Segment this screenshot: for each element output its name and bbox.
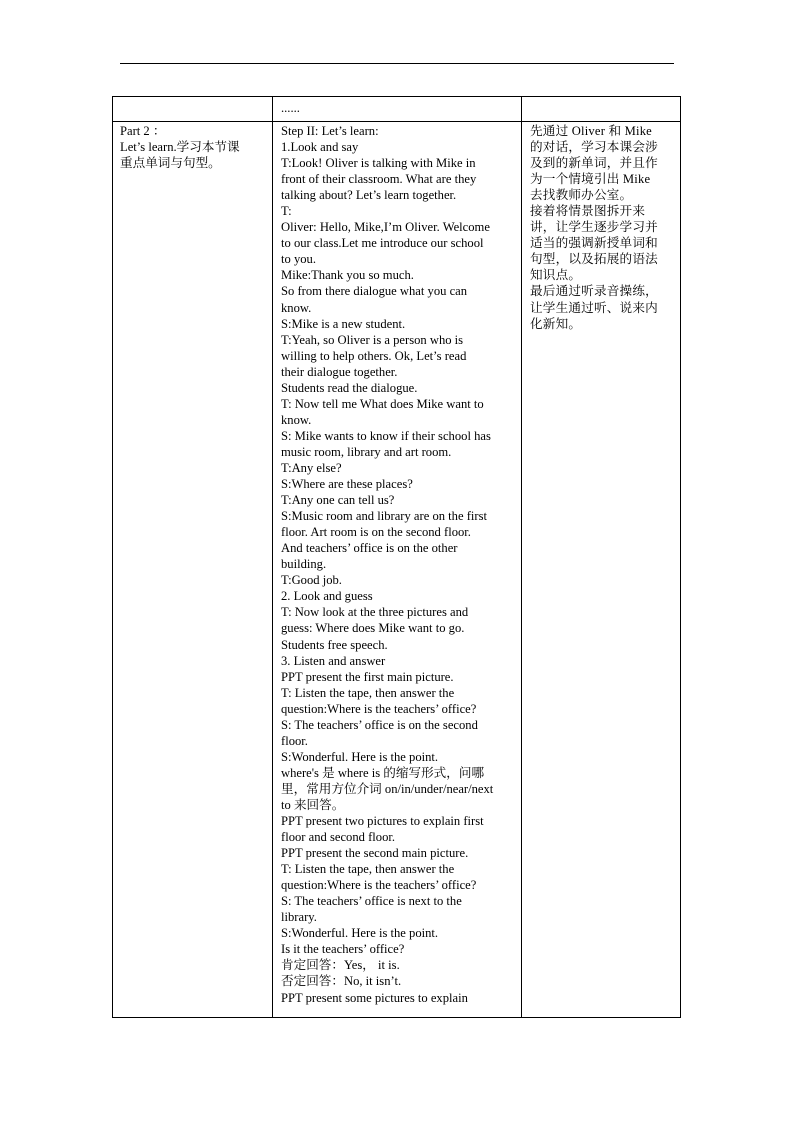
text-line: 先通过 Oliver 和 Mike (530, 124, 652, 138)
text-line: Mike:Thank you so much. (281, 268, 414, 283)
text-line: front of their classroom. What are they (281, 172, 477, 187)
text-line: T: Now tell me What does Mike want to (281, 396, 484, 411)
text-line: 讲，让学生逐步学习并 (530, 220, 658, 235)
intent-cell (522, 121, 680, 1017)
text-line: 最后通过听录音操练， (530, 284, 658, 299)
text-line: know. (281, 300, 312, 315)
text-line: T:Yeah, so Oliver is a person who is (281, 332, 464, 347)
stage-cell (113, 121, 273, 1017)
text-line: T:Any else? (281, 460, 342, 475)
text-line: 3. Listen and answer (281, 653, 386, 668)
text-line: 知识点。 (530, 268, 582, 283)
text-line: PPT present the second main picture. (281, 846, 469, 861)
text-line: 去找教师办公室。 (530, 188, 633, 203)
text-line: talking about? Let’s learn together. (281, 188, 457, 203)
header-rule (120, 63, 674, 64)
text-line: to 来回答。 (281, 797, 345, 812)
text-line: Step II: Let’s learn: (281, 124, 379, 138)
process-cell (273, 121, 522, 1017)
text-line: to our class.Let me introduce our school (281, 236, 484, 251)
text-line: 肯定回答：Yes， it is. (281, 958, 400, 973)
text-line: floor. Art room is on the second floor. (281, 525, 471, 540)
text-line: T:Good job. (281, 573, 342, 588)
text-line: PPT present the first main picture. (281, 669, 454, 684)
text-line: Part 2 ： (120, 124, 166, 138)
text-line: T: Now look at the three pictures and (281, 605, 469, 620)
text-line: T:Look! Oliver is talking with Mike in (281, 156, 476, 171)
text-line: music room, library and art room. (281, 444, 452, 459)
text-line: And teachers’ office is on the other (281, 541, 458, 556)
text-line: T:Any one can tell us? (281, 493, 395, 508)
text-line: 化新知。 (530, 316, 582, 331)
text-line: 接着将情景图拆开来 (530, 204, 646, 219)
text-line: S:Wonderful. Here is the point. (281, 749, 439, 764)
text-line: Oliver: Hello, Mike,I’m Oliver. Welcome (281, 220, 490, 235)
intent-cell-empty (522, 97, 680, 121)
text-line: Students free speech. (281, 637, 388, 652)
text-line: S:Mike is a new student. (281, 316, 406, 331)
text-line: S: Mike wants to know if their school has (281, 428, 491, 443)
text-line: 的对话，学习本课会涉 (530, 140, 658, 155)
text-line: S:Wonderful. Here is the point. (281, 926, 439, 941)
text-line: their dialogue together. (281, 364, 398, 379)
text-line: So from there dialogue what you can (281, 284, 468, 299)
process-cell-continuation (273, 97, 522, 121)
text-line: 重点单词与句型。 (120, 156, 221, 171)
text-line: T: (281, 204, 292, 219)
ellipsis-text: ...... (281, 101, 300, 115)
text-line: to you. (281, 252, 316, 267)
text-line: 为一个情境引出 Mike (530, 172, 651, 187)
text-line: building. (281, 557, 327, 572)
table-row-part2 (112, 121, 681, 1018)
text-line: 1.Look and say (281, 140, 359, 155)
text-line: T: Listen the tape, then answer the (281, 685, 455, 700)
text-line: PPT present two pictures to explain first (281, 814, 484, 829)
text-line: question:Where is the teachers’ office? (281, 878, 477, 893)
text-line: floor and second floor. (281, 830, 396, 845)
text-line: library. (281, 910, 317, 925)
text-line: where's 是 where is 的缩写形式，问哪 (281, 765, 485, 780)
text-line: 让学生通过听、说来内 (530, 300, 658, 315)
text-line: PPT present some pictures to explain (281, 990, 468, 1005)
text-line: 里，常用方位介词 on/in/under/near/next (281, 781, 494, 796)
table-row-continuation (112, 96, 681, 122)
text-line: 2. Look and guess (281, 589, 373, 604)
text-line: S:Where are these places? (281, 477, 413, 492)
text-line: S: The teachers’ office is next to the (281, 894, 462, 909)
text-line: 适当的强调新授单词和 (530, 236, 658, 251)
text-line: know. (281, 412, 312, 427)
text-line: question:Where is the teachers’ office? (281, 701, 477, 716)
text-line: Students read the dialogue. (281, 380, 418, 395)
text-line: 及到的新单词，并且作 (530, 156, 658, 171)
text-line: Let’s learn.学习本节课 (120, 140, 240, 155)
text-line: willing to help others. Ok, Let’s read (281, 348, 467, 363)
text-line: 否定回答：No, it isn’t. (281, 974, 402, 989)
text-line: S: The teachers’ office is on the second (281, 717, 478, 732)
text-line: Is it the teachers’ office? (281, 942, 405, 957)
stage-cell-empty (113, 97, 273, 121)
text-line: guess: Where does Mike want to go. (281, 621, 465, 636)
text-line: 句型，以及拓展的语法 (530, 252, 658, 267)
text-line: floor. (281, 733, 308, 748)
text-line: S:Music room and library are on the first (281, 509, 488, 524)
text-line: T: Listen the tape, then answer the (281, 862, 455, 877)
